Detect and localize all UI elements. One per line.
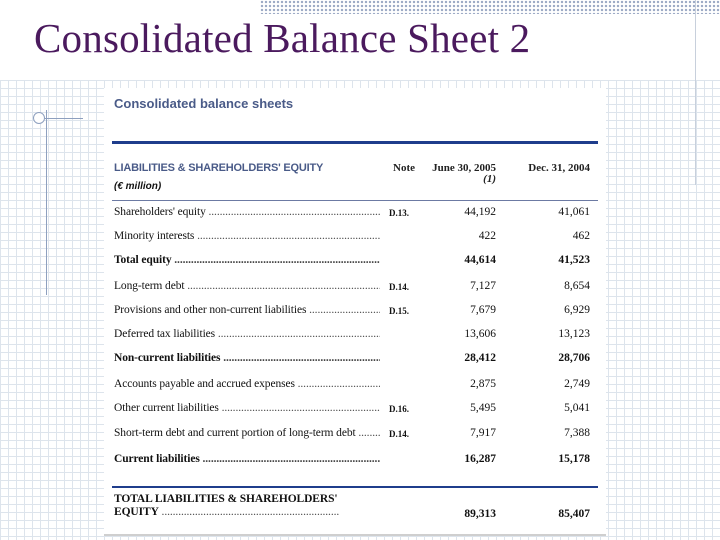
row-label: Minority interests ..... bbox=[114, 230, 380, 242]
balance-sheet-document bbox=[104, 88, 606, 536]
table-row bbox=[104, 230, 606, 250]
table-row bbox=[104, 378, 606, 398]
row-label: Shareholders' equity ..... bbox=[114, 206, 380, 218]
table-row bbox=[104, 402, 606, 422]
row-divider bbox=[112, 471, 598, 472]
row-value-june-2005: 422 bbox=[478, 230, 496, 242]
unit-label: (€ million) bbox=[114, 181, 162, 192]
row-value-june-2005: 44,192 bbox=[464, 206, 496, 218]
row-value-june-2005: 16,287 bbox=[464, 453, 496, 465]
row-value-dec-2004: 41,061 bbox=[558, 206, 590, 218]
table-row bbox=[104, 206, 606, 226]
row-value-dec-2004: 2,749 bbox=[564, 378, 590, 390]
header-top-rule bbox=[112, 141, 598, 144]
row-value-june-2005: 7,127 bbox=[470, 280, 496, 292]
row-value-dec-2004: 28,706 bbox=[558, 352, 590, 364]
row-label: Short-term debt and current portion of long-term debt ..... bbox=[114, 427, 380, 439]
title-band bbox=[0, 0, 720, 80]
row-value-june-2005: 44,614 bbox=[464, 254, 496, 266]
row-label: Total equity ..... bbox=[114, 254, 380, 266]
row-divider bbox=[112, 248, 598, 249]
row-value-dec-2004: 6,929 bbox=[564, 304, 590, 316]
row-divider bbox=[112, 370, 598, 371]
note-column-header: Note bbox=[393, 162, 415, 174]
row-value-dec-2004: 13,123 bbox=[558, 328, 590, 340]
table-row bbox=[104, 304, 606, 324]
row-note: D.16. bbox=[389, 404, 409, 414]
row-note: D.15. bbox=[389, 306, 409, 316]
row-value-june-2005: 7,917 bbox=[470, 427, 496, 439]
row-label: Deferred tax liabilities ..... bbox=[114, 328, 380, 340]
row-value-june-2005: 7,679 bbox=[470, 304, 496, 316]
table-row bbox=[104, 254, 606, 274]
table-row bbox=[104, 453, 606, 473]
total-value-june-2005: 89,313 bbox=[464, 508, 496, 520]
row-value-dec-2004: 462 bbox=[572, 230, 590, 242]
row-value-dec-2004: 15,178 bbox=[558, 453, 590, 465]
section-header-label: LIABILITIES & SHAREHOLDERS' EQUITY bbox=[114, 162, 324, 174]
row-divider bbox=[112, 272, 598, 273]
slide-title: Consolidated Balance Sheet 2 bbox=[34, 15, 531, 61]
row-value-june-2005: 13,606 bbox=[464, 328, 496, 340]
row-note: D.14. bbox=[389, 282, 409, 292]
table-row bbox=[104, 280, 606, 300]
total-value-dec-2004: 85,407 bbox=[558, 508, 590, 520]
row-label: Long-term debt ..... bbox=[114, 280, 380, 292]
header-divider bbox=[112, 200, 598, 201]
table-row bbox=[104, 352, 606, 372]
june-2005-footnote: (1) bbox=[483, 173, 496, 185]
june-2005-column-header bbox=[416, 163, 496, 185]
table-row bbox=[104, 328, 606, 348]
total-label-line1: TOTAL LIABILITIES & SHAREHOLDERS' bbox=[114, 493, 338, 505]
row-divider bbox=[112, 447, 598, 448]
row-label: Other current liabilities ..... bbox=[114, 402, 380, 414]
corner-dot-pattern bbox=[260, 0, 720, 14]
row-value-dec-2004: 8,654 bbox=[564, 280, 590, 292]
row-value-june-2005: 5,495 bbox=[470, 402, 496, 414]
row-value-dec-2004: 41,523 bbox=[558, 254, 590, 266]
row-label: Accounts payable and accrued expenses ..... bbox=[114, 378, 380, 390]
row-divider bbox=[112, 346, 598, 347]
total-liabilities-row bbox=[104, 493, 606, 525]
total-top-rule bbox=[112, 486, 598, 488]
row-label: Non-current liabilities ..... bbox=[114, 352, 380, 364]
row-note: D.13. bbox=[389, 208, 409, 218]
row-label: Current liabilities ..... bbox=[114, 453, 380, 465]
total-label bbox=[114, 493, 380, 519]
total-label-line2: EQUITY ..... bbox=[114, 506, 339, 518]
table-row bbox=[104, 427, 606, 447]
june-2005-header-text: June 30, 2005 bbox=[432, 162, 496, 174]
decorative-circle-icon bbox=[33, 112, 45, 124]
row-value-dec-2004: 7,388 bbox=[564, 427, 590, 439]
row-value-june-2005: 2,875 bbox=[470, 378, 496, 390]
row-value-dec-2004: 5,041 bbox=[564, 402, 590, 414]
decorative-vertical-rule bbox=[46, 110, 47, 295]
document-heading: Consolidated balance sheets bbox=[114, 96, 294, 111]
document-bottom-edge bbox=[104, 534, 606, 536]
row-value-june-2005: 28,412 bbox=[464, 352, 496, 364]
decorative-right-rule bbox=[695, 0, 696, 185]
row-label: Provisions and other non-current liabilities ..... bbox=[114, 304, 380, 316]
row-note: D.14. bbox=[389, 429, 409, 439]
dec-2004-column-header: Dec. 31, 2004 bbox=[528, 162, 590, 174]
